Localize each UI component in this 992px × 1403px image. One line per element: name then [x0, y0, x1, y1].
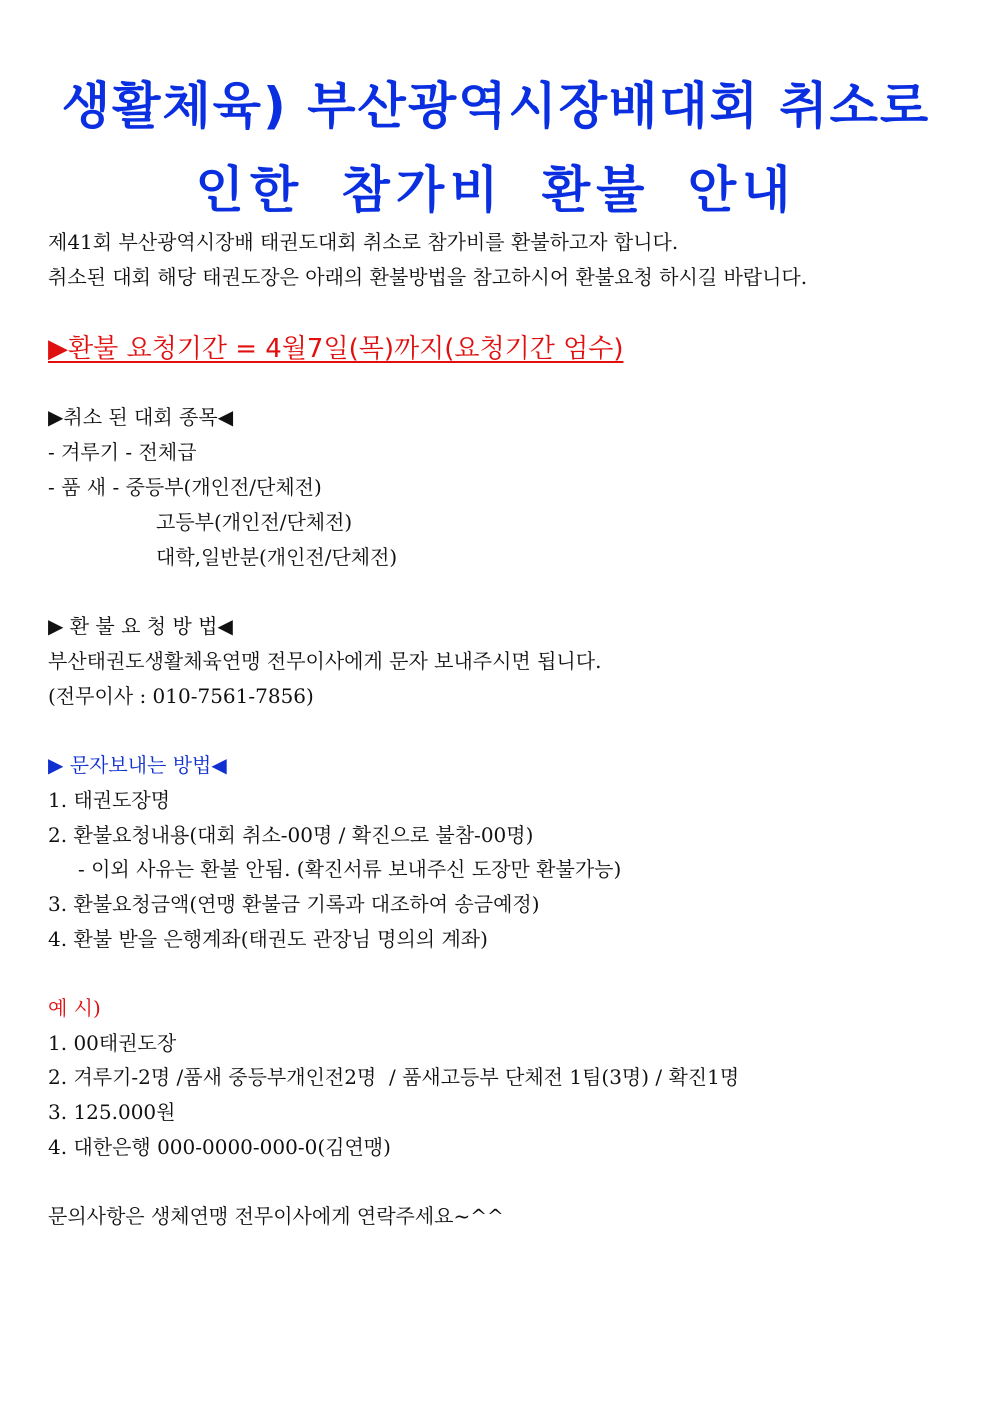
refund-contact-phone: (전무이사 : 010-7561-7856) — [48, 684, 314, 708]
intro-line-1: 제41회 부산광역시장배 태권도대회 취소로 참가비를 환불하고자 합니다. — [48, 230, 679, 254]
sms-method-note: - 이외 사유는 환불 안됨. (확진서류 보내주신 도장만 환불가능) — [78, 857, 622, 881]
cancelled-event-item: 고등부(개인전/단체전) — [156, 510, 353, 534]
example-item: 1. 00태권도장 — [48, 1031, 177, 1055]
cancelled-events-heading: ▶취소 된 대회 종목◀ — [48, 405, 234, 429]
sms-method-item: 4. 환불 받을 은행계좌(태권도 관장님 명의의 계좌) — [48, 927, 488, 951]
sms-method-item: 3. 환불요청금액(연맹 환불금 기록과 대조하여 송금예정) — [48, 892, 540, 916]
refund-deadline-notice: ▶환불 요청기간 = 4월7일(목)까지(요청기간 엄수) — [48, 334, 624, 364]
example-heading: 예 시) — [48, 996, 101, 1020]
example-item: 4. 대한은행 000-0000-000-0(김연맹) — [48, 1135, 391, 1159]
intro-line-2: 취소된 대회 해당 태권도장은 아래의 환불방법을 참고하시어 환불요청 하시길 바랍니다. — [48, 265, 808, 289]
cancelled-event-item: - 품 새 - 중등부(개인전/단체전) — [48, 475, 322, 499]
cancelled-event-item: - 겨루기 - 전체급 — [48, 440, 197, 464]
page-title-line-2: 인한 참가비 환불 안내 — [195, 161, 797, 219]
closing-note: 문의사항은 생체연맹 전무이사에게 연락주세요~^^ — [48, 1204, 504, 1228]
example-item: 2. 겨루기-2명 /품새 중등부개인전2명 / 품새고등부 단체전 1팀(3명) / 확진1명 — [48, 1065, 740, 1089]
cancelled-event-item: 대학,일반분(개인전/단체전) — [156, 545, 398, 569]
sms-method-item: 1. 태권도장명 — [48, 788, 171, 812]
example-item: 3. 125.000원 — [48, 1100, 176, 1124]
page-title-line-1: 생활체육) 부산광역시장배대회 취소로 — [61, 77, 931, 135]
refund-method-line-1: 부산태권도생활체육연맹 전무이사에게 문자 보내주시면 됩니다. — [48, 649, 602, 673]
sms-method-heading: ▶ 문자보내는 방법◀ — [48, 753, 227, 777]
refund-method-heading: ▶ 환 불 요 청 방 법◀ — [48, 614, 233, 638]
sms-method-item: 2. 환불요청내용(대회 취소-00명 / 확진으로 불참-00명) — [48, 823, 534, 847]
